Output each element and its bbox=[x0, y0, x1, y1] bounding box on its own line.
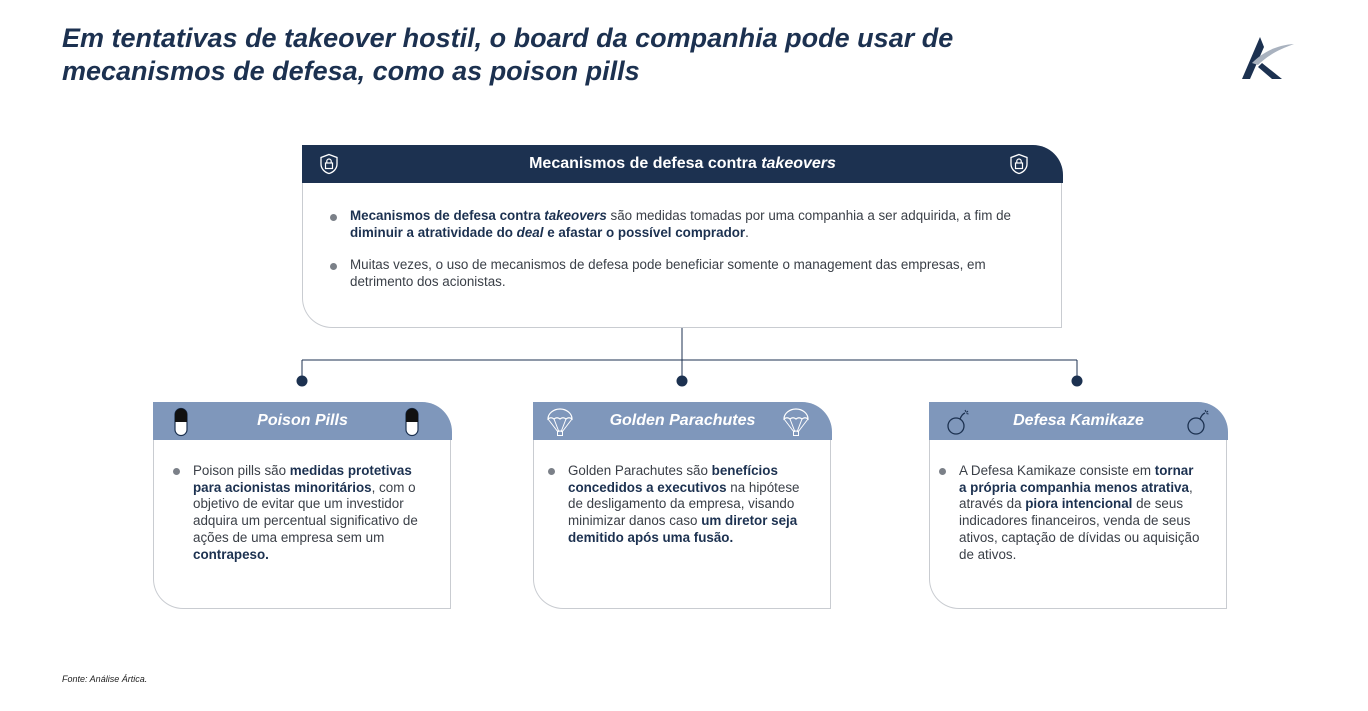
card-text: piora intencional bbox=[1025, 496, 1133, 512]
main-heading-prefix: Mecanismos de defesa contra bbox=[529, 155, 762, 172]
bomb-icon bbox=[1183, 407, 1211, 437]
card-poison-pills-list bbox=[173, 463, 435, 563]
card-defesa-kamikaze-list bbox=[939, 463, 1201, 563]
card-text: medidas protetivas para acionistas minoritários bbox=[193, 463, 412, 495]
card-poison-pills-header bbox=[153, 402, 452, 440]
main-bullet-1-text: diminuir a atratividade do bbox=[350, 224, 517, 240]
main-bullet-1-text: são medidas tomadas por uma companhia a ser adquirida, a fim de bbox=[606, 208, 1011, 223]
card-defesa-kamikaze-header bbox=[929, 402, 1228, 440]
source-note: Fonte: Análise Ártica. bbox=[62, 674, 148, 684]
main-bullet-1-text: takeovers bbox=[544, 208, 607, 223]
card-golden-parachutes-list bbox=[548, 463, 810, 547]
main-heading-emphasis: takeovers bbox=[761, 155, 836, 172]
card-title: Defesa Kamikaze bbox=[1013, 412, 1144, 429]
title-line-2: mecanismos de defesa, como as poison pills bbox=[62, 56, 640, 86]
parachute-icon bbox=[782, 407, 810, 437]
card-golden-parachutes-header bbox=[533, 402, 832, 440]
pill-icon bbox=[167, 407, 195, 437]
list-item bbox=[548, 463, 810, 547]
card-text: , com o objetivo de evitar que um investidor adquira um percentual significativo de ações de uma empresa sem um bbox=[193, 479, 418, 545]
main-bullet-1-text: deal bbox=[516, 224, 544, 240]
main-bullet-1-text: Mecanismos de defesa contra bbox=[350, 208, 545, 223]
parachute-icon bbox=[546, 407, 574, 437]
card-title: Poison Pills bbox=[257, 412, 348, 429]
card-title: Golden Parachutes bbox=[609, 412, 756, 429]
connector-dot bbox=[297, 376, 308, 387]
card-text: Golden Parachutes são bbox=[568, 463, 712, 478]
card-text: contrapeso. bbox=[193, 546, 269, 562]
connector-dot bbox=[1072, 376, 1083, 387]
card-text: A Defesa Kamikaze consiste em bbox=[959, 463, 1155, 478]
list-item bbox=[173, 463, 435, 563]
card-text: benefícios concedidos a executivos bbox=[568, 463, 778, 495]
card-text: de seus indicadores financeiros, venda de seus ativos, captação de dívidas ou aquisição de ativos. bbox=[959, 496, 1200, 562]
card-text: na hipótese de desligamento da empresa, visando minimizar danos caso bbox=[568, 479, 800, 529]
card-text: um diretor seja demitido após uma fusão. bbox=[568, 513, 798, 545]
connector-dot bbox=[677, 376, 688, 387]
pill-icon bbox=[398, 407, 426, 437]
main-bullet-1-text: e afastar o possível comprador bbox=[543, 224, 746, 240]
card-text: tornar a própria companhia menos atrativa bbox=[959, 463, 1194, 495]
main-bullet-2: Muitas vezes, o uso de mecanismos de defesa pode beneficiar somente o management das empresas, em detrimento dos acionistas. bbox=[330, 257, 1030, 290]
title-line-1: Em tentativas de takeover hostil, o board da companhia pode usar de bbox=[62, 23, 954, 53]
list-item bbox=[939, 463, 1201, 563]
card-text: , através da bbox=[959, 479, 1193, 512]
card-text: Poison pills são bbox=[193, 463, 290, 478]
bomb-icon bbox=[943, 407, 971, 437]
main-bullet-1-text: . bbox=[745, 224, 749, 240]
